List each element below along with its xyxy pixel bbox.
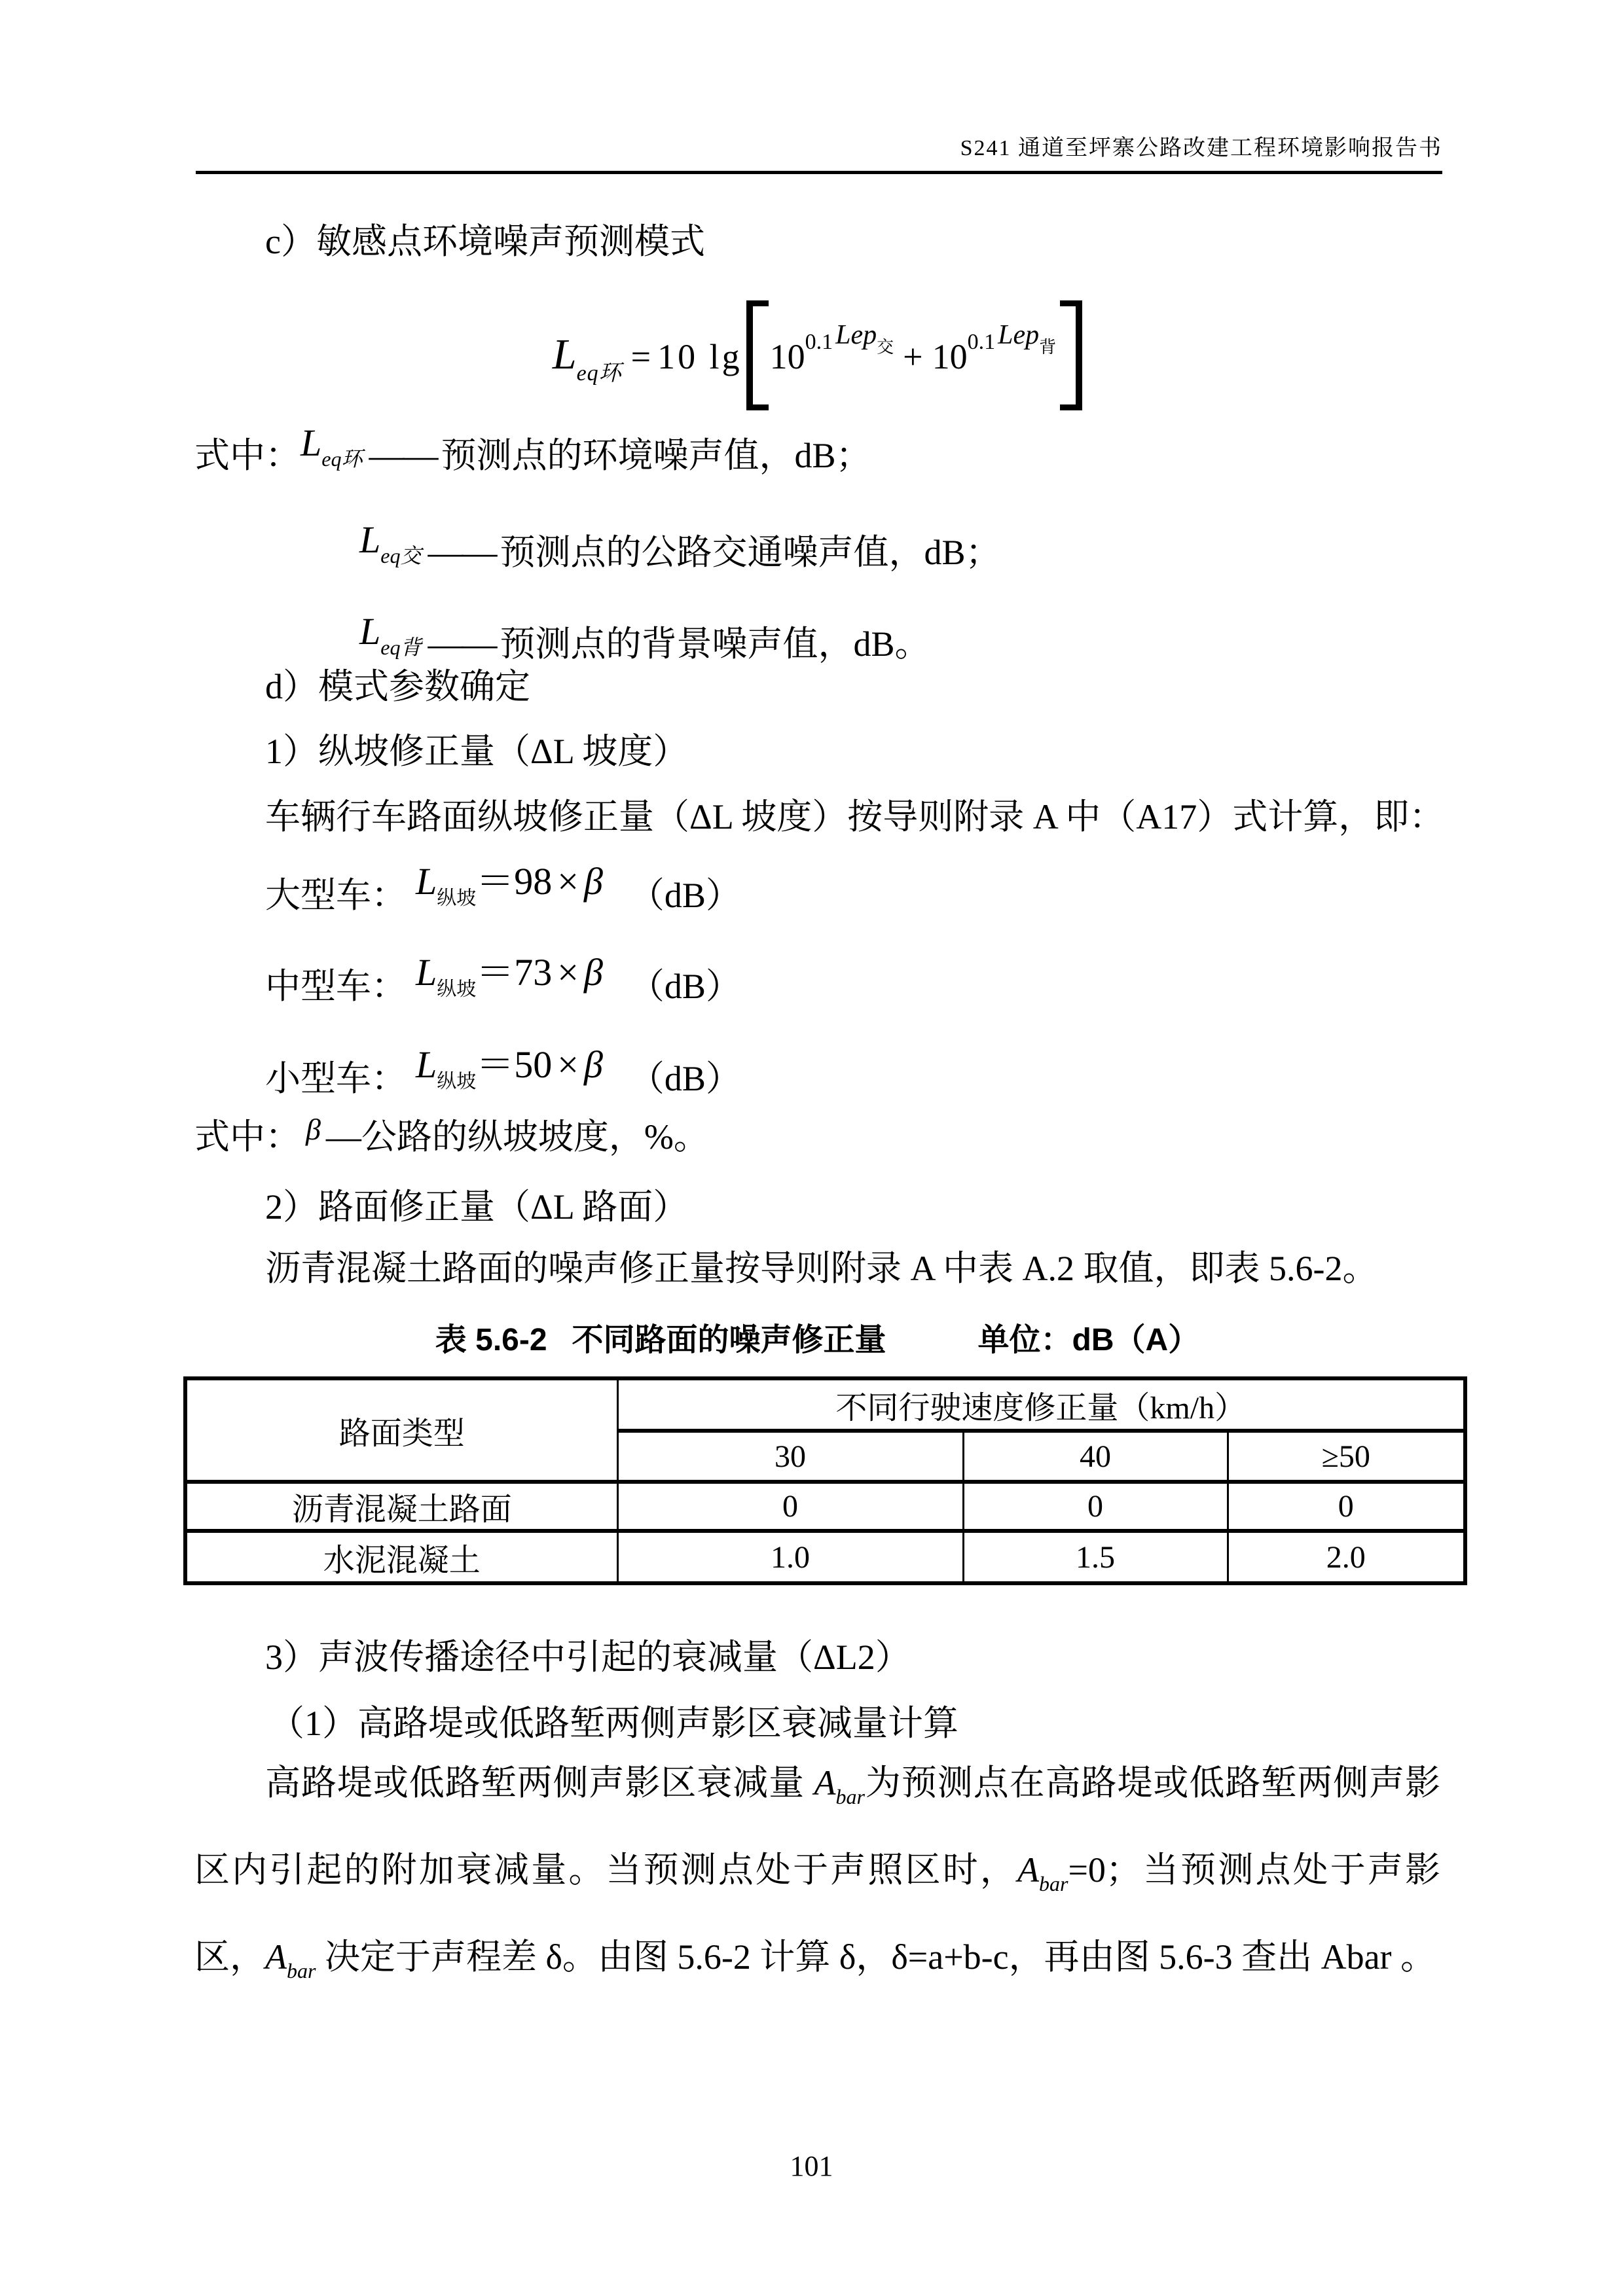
- formula-term2: 100.1Lep背: [932, 320, 1057, 376]
- table-title-text: 不同路面的噪声修正量: [572, 1323, 886, 1357]
- table-header-speed-50: ≥50: [1228, 1431, 1465, 1482]
- table-row: [185, 1482, 1465, 1531]
- para-text: 高路堤或低路堑两侧声影区衰减量: [265, 1763, 814, 1803]
- symbol-leq-bei: $L_{eq背}$: [359, 610, 422, 659]
- para-text: =0；当预测点处于声影区，: [194, 1850, 1440, 1977]
- table-cell-value: 0: [617, 1482, 963, 1531]
- table-header-speed-title: 不同行驶速度修正量（km/h）: [617, 1378, 1465, 1431]
- table-header-speed-40: 40: [963, 1431, 1228, 1482]
- table-header-pavement-type: 路面类型: [185, 1378, 617, 1482]
- symbol-beta: β: [306, 1113, 321, 1146]
- definition-text: 预测点的背景噪声值，dB。: [500, 624, 930, 664]
- vehicle-formula: $L_{纵坡}=73 \times \beta$: [416, 951, 603, 1000]
- definition-text: 公路的纵坡坡度，%。: [361, 1117, 709, 1157]
- heading-3: 3）声波传播途径中引起的衰减量（ΔL2）: [265, 1638, 911, 1677]
- dash: ——: [428, 624, 496, 664]
- table-header-speed-30: 30: [617, 1431, 963, 1482]
- header-rule: [196, 171, 1442, 174]
- dash: ——: [369, 436, 437, 475]
- symbol-abar: $A_{bar}$: [814, 1763, 865, 1808]
- paragraph-slope: 车辆行车路面纵坡修正量（ΔL 坡度）按导则附录 A 中（A17）式计算，即：: [265, 797, 1445, 836]
- table-cell-value: 2.0: [1228, 1531, 1465, 1583]
- page-number: 101: [790, 2150, 833, 2182]
- vehicle-label: 小型车：: [265, 1059, 407, 1098]
- where2-prefix: 式中：: [194, 1117, 301, 1157]
- vehicle-unit: （dB）: [629, 876, 741, 915]
- symbol-abar: $A_{bar}$: [265, 1937, 316, 1982]
- where2-line: [194, 1113, 709, 1159]
- formula-leq: [194, 281, 1440, 433]
- symbol-abar: $A_{bar}$: [1017, 1850, 1068, 1895]
- heading-d: d）模式参数确定: [265, 667, 530, 706]
- table-cell-value: 1.0: [617, 1531, 963, 1583]
- vehicle-label: 中型车：: [265, 967, 407, 1006]
- table-number: 表 5.6-2: [435, 1323, 547, 1357]
- table-cell-value: 0: [1228, 1482, 1465, 1531]
- vehicle-line-small: [265, 1043, 741, 1115]
- table-unit: 单位：dB（A）: [977, 1323, 1200, 1357]
- table-cell-pavement: 水泥混凝土: [185, 1531, 617, 1583]
- heading-3-1: （1）高路堤或低路堑两侧声影区衰减量计算: [269, 1704, 958, 1743]
- dash: ——: [428, 533, 496, 572]
- where1-prefix: 式中：: [194, 436, 301, 475]
- symbol-leq-huan: $L_{eq环}$: [301, 422, 363, 471]
- dash: —: [325, 1117, 361, 1157]
- table-cell-pavement: 沥青混凝土路面: [185, 1482, 617, 1531]
- noise-correction-table: [183, 1376, 1467, 1585]
- where1-line1: [194, 422, 871, 491]
- where1-line2: [359, 518, 1001, 588]
- vehicle-formula: $L_{纵坡}=98 \times \beta$: [416, 860, 603, 909]
- bracket-close-icon: [1060, 300, 1082, 410]
- vehicle-label: 大型车：: [265, 876, 407, 915]
- formula-log: 10 lg: [657, 337, 742, 376]
- bracket-open-icon: [746, 300, 769, 410]
- paragraph-abar: [194, 1746, 1440, 2007]
- paragraph-pavement: 沥青混凝土路面的噪声修正量按导则附录 A 中表 A.2 取值，即表 5.6-2。: [265, 1249, 1378, 1288]
- table-cell-value: 1.5: [963, 1531, 1228, 1583]
- vehicle-line-medium: [265, 951, 741, 1023]
- para-text: 决定于声程差 δ。由图 5.6-2 计算 δ，δ=a+b-c，再由图 5.6-3 查出 Abar 。: [316, 1937, 1436, 1977]
- heading-c: c）敏感点环境噪声预测模式: [265, 222, 705, 261]
- formula-equals: =: [630, 337, 651, 376]
- vehicle-unit: （dB）: [629, 1059, 741, 1098]
- header-title: S241 通道至坪寨公路改建工程环境影响报告书: [960, 136, 1442, 160]
- vehicle-formula: $L_{纵坡}=50 \times \beta$: [416, 1043, 603, 1092]
- para-text: 为预测点在高路堤或低路堑两侧声影区内引起的附加衰减量。当预测点处于声照区时，: [194, 1763, 1441, 1890]
- formula-term1: 100.1Lep交: [769, 320, 894, 376]
- vehicle-line-large: [265, 860, 741, 932]
- vehicle-unit: （dB）: [629, 967, 741, 1006]
- table-cell-value: 0: [963, 1482, 1228, 1531]
- symbol-leq-jiao: $L_{eq交}$: [359, 518, 422, 567]
- definition-text: 预测点的环境噪声值，dB；: [441, 436, 871, 475]
- table-row: [185, 1531, 1465, 1583]
- table-title: [194, 1314, 1440, 1359]
- heading-2: 2）路面修正量（ΔL 路面）: [265, 1187, 689, 1227]
- formula-plus: +: [903, 337, 923, 376]
- definition-text: 预测点的公路交通噪声值，dB；: [500, 533, 1001, 572]
- formula-lhs: $L_{eq环}$: [552, 331, 622, 386]
- heading-1: 1）纵坡修正量（ΔL 坡度）: [265, 732, 689, 771]
